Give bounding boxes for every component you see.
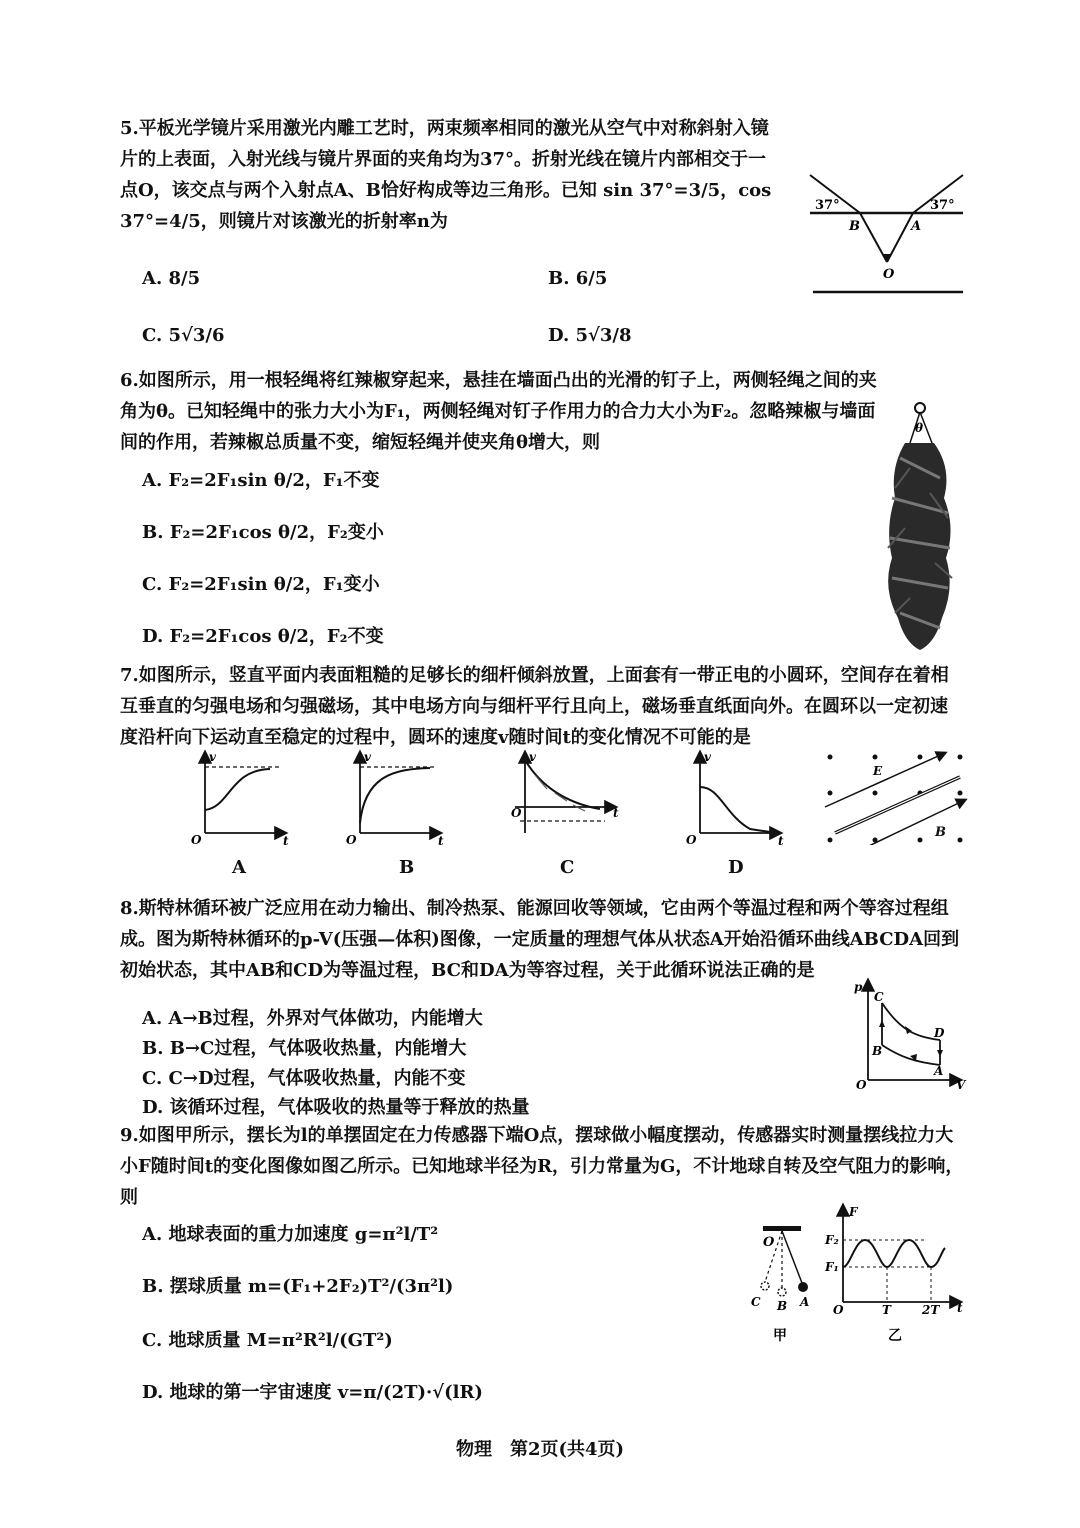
q6-option-b: B. F₂=2F₁cos θ/2，F₂变小: [142, 522, 384, 543]
q7-c-axis-v: v: [529, 750, 536, 764]
q7-c-origin: O: [511, 806, 522, 820]
q7-graphs: [185, 745, 975, 845]
q7-a-origin: O: [191, 833, 202, 845]
q8-option-c: C. C→D过程，气体吸收热量，内能不变: [142, 1068, 466, 1089]
q9-label-f2: F₂: [825, 1233, 839, 1247]
q9-option-a: A. 地球表面的重力加速度 g=π²l/T²: [142, 1224, 439, 1245]
q7-caption-a: A: [232, 857, 246, 878]
q8-pv-figure: [850, 975, 970, 1090]
question-6-stem: 6.如图所示，用一根轻绳将红辣椒穿起来，悬挂在墙面凸出的光滑的钉子上，两侧轻绳之间的夹角为θ。已知轻绳中的张力大小为F₁，两侧轻绳对钉子作用力的合力大小为F₂。忽略辣椒与墙面间的作用，若辣椒总质量不变，缩短轻绳并使夹角θ增大，则: [120, 370, 877, 453]
q9-figure: [745, 1200, 970, 1350]
q9-point-o: O: [763, 1235, 775, 1250]
q7-caption-b: B: [399, 857, 415, 878]
q5-point-a: A: [911, 219, 922, 234]
q9-origin: O: [833, 1303, 844, 1317]
q8-option-a: A. A→B过程，外界对气体做功，内能增大: [142, 1008, 483, 1029]
question-5-stem: 5.平板光学镜片采用激光内雕工艺时，两束频率相同的激光从空气中对称斜射入镜片的上表面，入射光线与镜片界面的夹角均为37°。折射光线在镜片内部相交于一点O，该交点与两个入射点A、B恰好构成等边三角形。已知 sin 37°=3/5，cos 37°=4/5，则镜片对该激光的折射率n为: [120, 118, 772, 232]
q9-option-c: C. 地球质量 M=π²R²l/(GT²): [142, 1330, 393, 1351]
q7-b-axis-v: v: [364, 750, 371, 764]
q5-angle-right: 37°: [930, 198, 955, 213]
q9-tick-t: T: [882, 1303, 891, 1317]
question-7: [120, 660, 965, 753]
q9-point-b: B: [777, 1299, 788, 1313]
q8-point-d: D: [934, 1026, 945, 1040]
q7-graph-c: [511, 750, 619, 833]
q5-point-b: B: [849, 219, 860, 234]
q8-point-a: A: [934, 1064, 944, 1078]
q5-option-b: B. 6/5: [548, 268, 608, 289]
q7-d-axis-v: v: [704, 750, 711, 764]
q9-point-a: A: [800, 1295, 810, 1309]
q7-caption-c: C: [560, 857, 575, 878]
q5-option-d: D. 5√3/8: [548, 325, 632, 346]
q9-force-graph: [824, 1205, 963, 1344]
q6-option-d: D. F₂=2F₁cos θ/2，F₂不变: [142, 626, 384, 647]
q8-option-d: D. 该循环过程，气体吸收的热量等于释放的热量: [142, 1097, 530, 1118]
question-8: [120, 893, 965, 986]
q5-option-a: A. 8/5: [142, 268, 201, 289]
q7-graph-a: [191, 750, 289, 845]
q9-label-f1: F₁: [825, 1260, 839, 1274]
q7-b-axis-t: t: [438, 834, 444, 845]
q5-point-o: O: [883, 267, 895, 282]
q8-option-b: B. B→C过程，气体吸收热量，内能增大: [142, 1038, 467, 1059]
q8-origin: O: [856, 1078, 867, 1090]
q7-graph-d: [686, 750, 784, 845]
q6-chili-figure: [870, 398, 970, 653]
page-footer: 物理 第2页(共4页): [455, 1439, 625, 1460]
q7-b-origin: O: [346, 833, 357, 845]
q6-option-a: A. F₂=2F₁sin θ/2，F₁不变: [142, 470, 380, 491]
q7-field-b-label: B: [935, 825, 946, 840]
q7-graph-b: [346, 750, 444, 845]
q8-point-c: C: [874, 990, 884, 1004]
q9-option-b: B. 摆球质量 m=(F₁+2F₂)T²/(3π²l): [142, 1276, 454, 1297]
q5-angle-left: 37°: [815, 198, 840, 213]
q7-d-axis-t: t: [778, 834, 784, 845]
q9-axis-f: F: [849, 1205, 858, 1219]
question-9-stem: 9.如图甲所示，摆长为l的单摆固定在力传感器下端O点，摆球做小幅度摆动，传感器实时测量摆线拉力大小F随时间t的变化图像如图乙所示。已知地球半径为R，引力常量为G，不计地球自转及空气阻力的影响，则: [120, 1125, 964, 1208]
q7-d-origin: O: [686, 833, 697, 845]
question-8-stem: 8.斯特林循环被广泛应用在动力输出、制冷热泵、能源回收等领域，它由两个等温过程和两个等容过程组成。图为斯特林循环的p-V(压强—体积)图像，一定质量的理想气体从状态A开始沿循环曲线ABCDA回到初始状态，其中AB和CD为等温过程，BC和DA为等容过程，关于此循环说法正确的是: [120, 898, 960, 981]
q7-field-e-label: E: [873, 764, 883, 778]
q5-option-c: C. 5√3/6: [142, 325, 225, 346]
q7-a-axis-t: t: [283, 834, 289, 845]
q9-option-d: D. 地球的第一宇宙速度 v=π/(2T)·√(lR): [142, 1382, 483, 1403]
q8-axis-v: V: [956, 1078, 966, 1090]
question-6: [120, 365, 965, 458]
q9-pendulum: [751, 1226, 809, 1344]
q6-option-c: C. F₂=2F₁sin θ/2，F₁变小: [142, 574, 380, 595]
q8-axis-p: p: [854, 980, 863, 994]
q7-c-axis-t: t: [613, 806, 619, 820]
q8-point-b: B: [872, 1044, 883, 1058]
q5-lens-figure: [805, 170, 970, 300]
question-7-stem: 7.如图所示，竖直平面内表面粗糙的足够长的细杆倾斜放置，上面套有一带正电的小圆环，空间存在着相互垂直的匀强电场和匀强磁场，其中电场方向与细杆平行且向上，磁场垂直纸面向外。在圆环以一定初速度沿杆向下运动直至稳定的过程中，圆环的速度v随时间t的变化情况不可能的是: [120, 665, 949, 748]
q9-caption-jia: 甲: [773, 1328, 787, 1344]
q7-a-axis-v: v: [209, 750, 216, 764]
q9-axis-t: t: [957, 1301, 963, 1315]
q7-caption-d: D: [728, 857, 744, 878]
q6-theta-label: θ: [915, 421, 924, 435]
q9-tick-2t: 2T: [922, 1303, 940, 1317]
q9-caption-yi: 乙: [888, 1328, 902, 1344]
q9-point-c: C: [751, 1295, 761, 1309]
